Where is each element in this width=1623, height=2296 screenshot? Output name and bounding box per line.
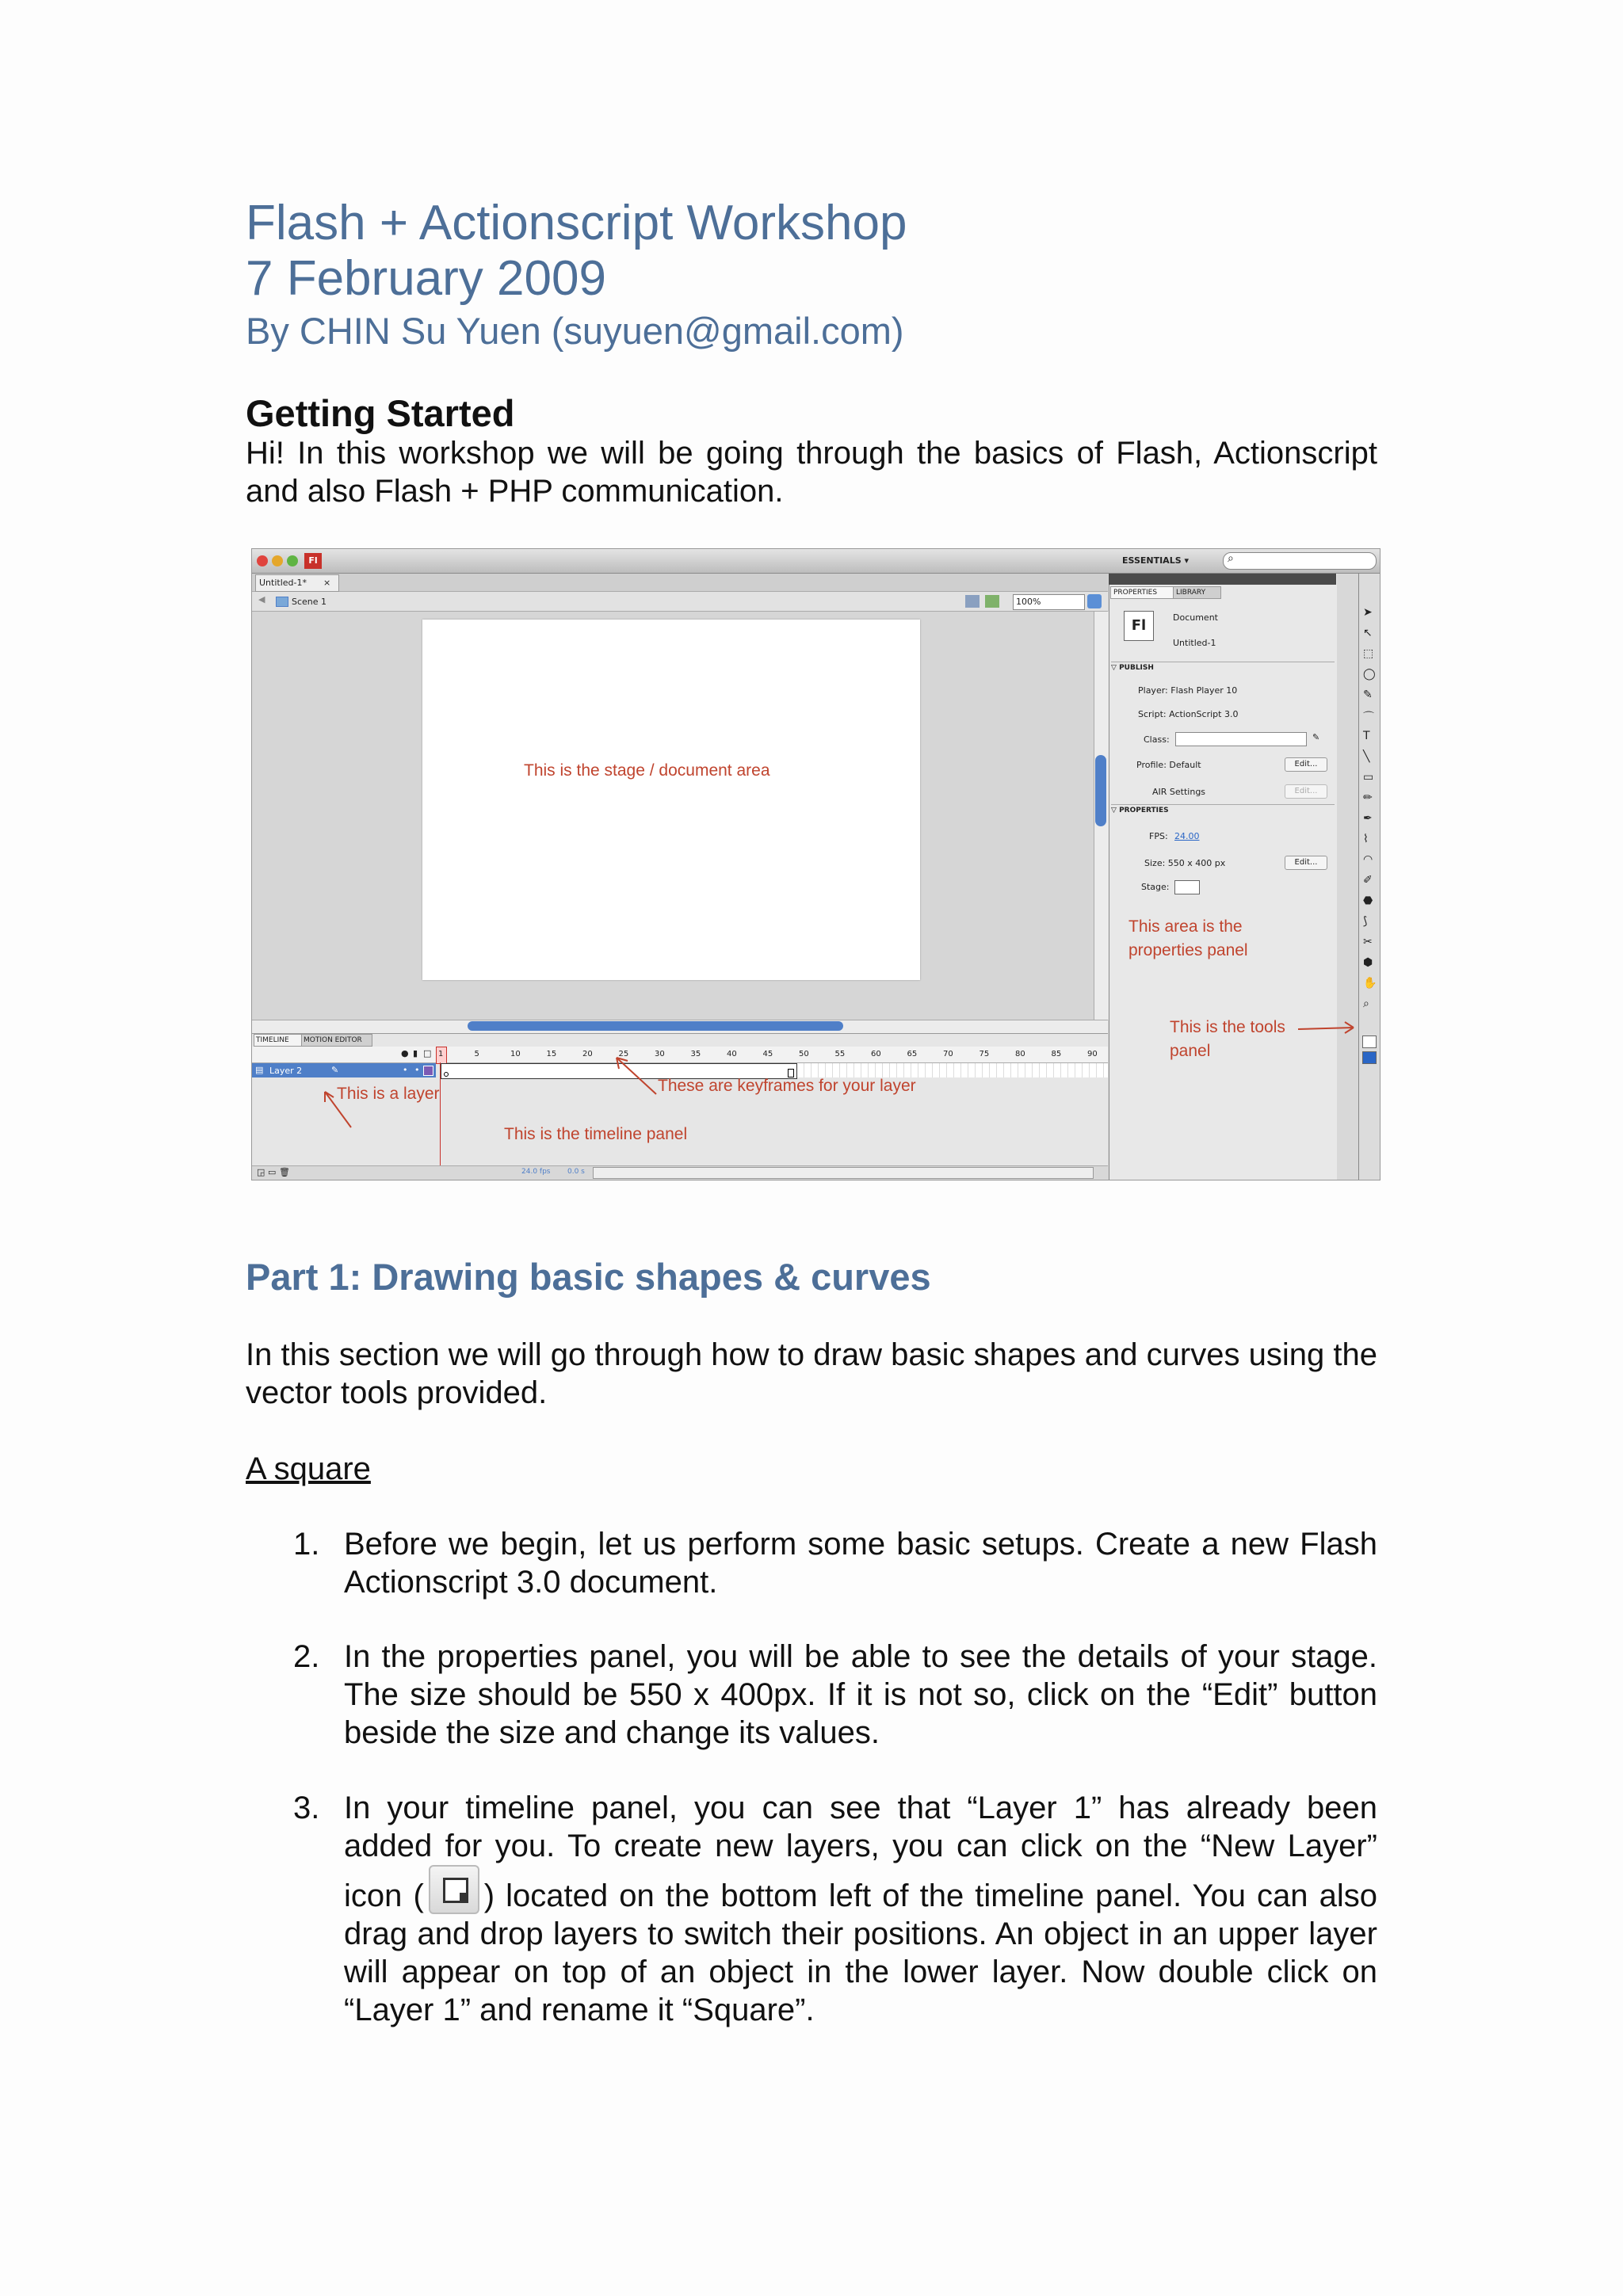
chevron-down-icon: ▽	[1111, 664, 1120, 672]
profile-setting: Profile: Default	[1136, 760, 1201, 770]
pen-icon[interactable]: ✎	[1363, 688, 1373, 701]
stage-color-label: Stage:	[1141, 882, 1170, 892]
rectangle-tool-icon[interactable]: ▭	[1363, 771, 1374, 784]
hand-tool-icon[interactable]: ✋	[1363, 977, 1377, 990]
frame-number: 40	[727, 1050, 737, 1058]
frame-number: 55	[834, 1050, 846, 1058]
fps-value[interactable]: 24.00	[1174, 831, 1200, 841]
frame-number: 35	[690, 1050, 701, 1058]
text-tool-icon[interactable]: T	[1363, 730, 1370, 742]
eyedropper-icon[interactable]: ⟆	[1363, 915, 1368, 928]
frame-number: 15	[546, 1050, 557, 1058]
publish-section-header: ▽ PUBLISH	[1111, 662, 1335, 672]
annotation-arrows	[252, 549, 1380, 1180]
tab-library[interactable]: LIBRARY	[1173, 586, 1221, 599]
layer-annotation: This is a layer	[337, 1085, 440, 1103]
selection-tool-icon[interactable]: ➤	[1363, 606, 1373, 619]
size-setting: Size: 550 x 400 px	[1144, 858, 1226, 868]
player-setting: Player: Flash Player 10	[1138, 685, 1238, 696]
status-time: 0.0 s	[567, 1168, 585, 1176]
curve-icon[interactable]: ⌒	[1363, 711, 1374, 724]
tools-annotation-line1: This is the tools	[1170, 1018, 1285, 1036]
keyframes-annotation: These are keyframes for your layer	[658, 1077, 916, 1095]
frame-number: 75	[979, 1050, 990, 1058]
intro-paragraph: Hi! In this workshop we will be going through the basics of Flash, Actionscript and also Flash + PHP communication.	[246, 436, 1377, 509]
layer-arrow	[325, 1092, 351, 1127]
frame-number: 25	[618, 1050, 629, 1058]
layer-visible-dot[interactable]: •	[403, 1065, 408, 1075]
step-number: 3.	[293, 1791, 320, 1825]
pencil-icon: ✎	[331, 1065, 339, 1075]
step-number: 1.	[293, 1527, 320, 1562]
frame-number: 5	[474, 1050, 479, 1058]
part1-heading: Part 1: Drawing basic shapes & curves	[246, 1256, 931, 1298]
new-layer-icon	[429, 1865, 479, 1914]
document-type-icon: Fl	[1124, 611, 1154, 641]
search-icon: ⌕	[1228, 552, 1234, 565]
step-text: In the properties panel, you will be able to see the details of your stage. The size should be 550 x 400px. If it is not so, click on the “Edit” button beside the size and change its values.	[344, 1639, 1377, 1750]
square-heading: A square	[246, 1451, 371, 1486]
3d-rotation-icon[interactable]: ⬢	[1363, 956, 1373, 969]
new-layer-icon[interactable]: ◲	[257, 1167, 265, 1177]
part1-intro: In this section we will go through how to draw basic shapes and curves using the vector tools provided.	[246, 1337, 1377, 1410]
tab-properties[interactable]: PROPERTIES	[1110, 586, 1174, 599]
scene-label[interactable]: Scene 1	[292, 597, 327, 607]
doc-type-label: Document	[1173, 612, 1218, 623]
ink-bottle-icon[interactable]: ✐	[1363, 874, 1373, 887]
stage-annotation: This is the stage / document area	[524, 761, 770, 780]
properties-section-header: ▽ PROPERTIES	[1111, 804, 1335, 814]
back-arrow-icon[interactable]: ◀	[258, 594, 265, 605]
zoom-select[interactable]: 100%	[1013, 594, 1085, 610]
frame-number: 65	[907, 1050, 918, 1058]
frame-number: 80	[1015, 1050, 1025, 1058]
close-tab-icon[interactable]: ×	[323, 578, 331, 588]
frame-number: 45	[762, 1050, 773, 1058]
frame-number: 20	[582, 1050, 593, 1058]
new-folder-icon[interactable]: ▭	[268, 1167, 277, 1177]
tab-timeline[interactable]: TIMELINE	[254, 1034, 303, 1047]
tools-annotation-line2: panel	[1170, 1042, 1211, 1060]
line-tool-icon[interactable]: ╲	[1363, 750, 1370, 763]
pencil-tool-icon[interactable]: ✏	[1363, 791, 1373, 804]
frame-number: 70	[943, 1050, 953, 1058]
frame-number: 85	[1051, 1050, 1062, 1058]
lasso-icon[interactable]: ◯	[1363, 668, 1376, 681]
properties-annotation-line2: properties panel	[1128, 941, 1248, 959]
doc-name-label: Untitled-1	[1173, 638, 1216, 648]
document-tab-label: Untitled-1*	[259, 578, 307, 588]
status-fps: 24.0 fps	[521, 1168, 551, 1176]
zoom-tool-icon[interactable]: ⌕	[1363, 997, 1369, 1010]
chevron-down-icon: ▽	[1111, 807, 1120, 814]
frame-number: 30	[655, 1050, 665, 1058]
layer-name[interactable]: Layer 2	[269, 1066, 303, 1076]
free-transform-icon[interactable]: ⬚	[1363, 647, 1374, 660]
profile-edit-button[interactable]: Edit...	[1285, 757, 1327, 772]
layer-type-icon: ▤	[255, 1065, 264, 1075]
paint-bucket-icon[interactable]: ⬣	[1363, 894, 1373, 907]
getting-started-heading: Getting Started	[246, 392, 515, 434]
frame-number: 1	[438, 1050, 444, 1058]
subselection-tool-icon[interactable]: ↖	[1363, 627, 1373, 639]
step-number: 2.	[293, 1639, 320, 1674]
tab-motion-editor[interactable]: MOTION EDITOR	[301, 1034, 372, 1047]
flash-ide-screenshot	[251, 548, 1381, 1180]
fps-label: FPS:	[1149, 831, 1168, 841]
author-byline: By CHIN Su Yuen (suyuen@gmail.com)	[246, 310, 904, 352]
show-hide-eye-icon[interactable]: ●	[401, 1048, 409, 1058]
document-date: 7 February 2009	[246, 251, 606, 306]
workspace-switcher[interactable]: ESSENTIALS ▾	[1122, 555, 1189, 566]
tools-arrow	[1298, 1028, 1354, 1029]
frame-number: 50	[799, 1050, 809, 1058]
eraser-icon[interactable]: ✂	[1363, 936, 1373, 948]
document-title: Flash + Actionscript Workshop	[246, 196, 907, 250]
step-text: Before we begin, let us perform some basic setups. Create a new Flash Actionscript 3.0 document.	[344, 1527, 1377, 1600]
outline-icon[interactable]: □	[423, 1048, 432, 1058]
keyframe-arrow	[617, 1058, 656, 1094]
step-text: In your timeline panel, you can see that “Layer 1” has already been added for you. To create new layers, you can click on the “New Layer” icon ( ) located on the bottom left of the timeline panel. You can also drag and drop layers to switch their positions. An object in an upper layer will appear on top of an object in the lower layer. Now double click on “Layer 1” and rename it “Square”.	[344, 1791, 1377, 2027]
deco-tool-icon[interactable]: ⌇	[1363, 833, 1369, 845]
bone-tool-icon[interactable]: ◠	[1363, 853, 1373, 866]
size-edit-button[interactable]: Edit...	[1285, 856, 1327, 870]
air-settings-label: AIR Settings	[1152, 787, 1206, 797]
class-label: Class:	[1144, 734, 1170, 745]
timeline-annotation: This is the timeline panel	[504, 1125, 688, 1143]
edit-class-pencil-icon[interactable]: ✎	[1312, 732, 1320, 742]
brush-tool-icon[interactable]: ✒	[1363, 812, 1373, 825]
properties-annotation-line1: This area is the	[1128, 917, 1243, 936]
frame-number: 60	[871, 1050, 881, 1058]
air-edit-button[interactable]: Edit...	[1285, 784, 1327, 799]
script-setting: Script: ActionScript 3.0	[1138, 709, 1239, 719]
flash-app-badge: Fl	[304, 553, 322, 569]
layer-lock-dot[interactable]: •	[414, 1065, 420, 1075]
frame-number: 10	[510, 1050, 521, 1058]
frame-number: 90	[1087, 1050, 1098, 1058]
delete-layer-icon[interactable]: 🗑	[279, 1167, 290, 1177]
lock-icon[interactable]: ▮	[413, 1048, 418, 1058]
